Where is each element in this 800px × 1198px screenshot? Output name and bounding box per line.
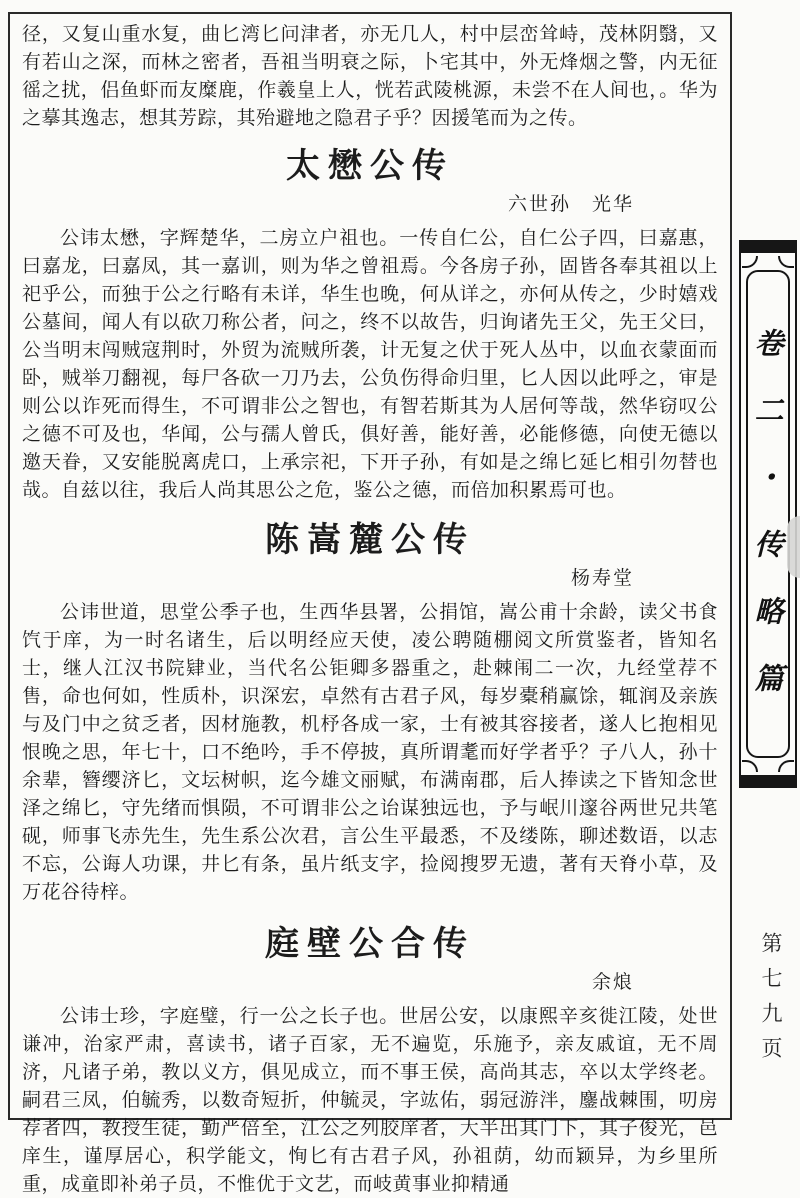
section-body-tingbigong: 公讳士珍，字庭璧，行一公之长子也。世居公安，以康熙辛亥徙江陵，处世谦冲，治家严肃，喜读书，诸子百家，无不遍览，乐施予，亲友戚谊，无不周济，凡诸子弟，教以义方，俱见成立，而不事王侯，高尚其志，卒以太学终老。嗣君三凤，伯毓秀，以数奇短折，仲毓灵，字竑佑，弱冠游泮，鏖战棘围，叨房荐者四，教授生徒，勤严倍至，江公之列胶庠者，大半出其门下，其子俊光，邑庠生，谨厚居心，积学能文，恂匕有古君子风，孙祖荫，幼而颖异，为乡里所重，成童即补弟子员，不惟优于文艺，而岐黄事业抑精通: [22, 1005, 718, 1195]
binding-mark-artifact: [787, 516, 800, 578]
section-author-taimaogong: 六世孙 光华: [507, 193, 634, 215]
corner-ornament-icon: [742, 760, 758, 772]
section-title-chensonglugong: 陈嵩麓公传: [265, 520, 475, 560]
section-title-tingbigong: 庭壁公合传: [265, 924, 475, 964]
cartouche-left-border: [739, 253, 741, 775]
section-author-chensonglugong: 杨寿堂: [570, 567, 634, 589]
cartouche-bottom-bar: [739, 775, 797, 788]
chapter-label: 卷二・传略篇: [750, 328, 785, 730]
cartouche-top-bar: [739, 240, 797, 253]
corner-ornament-icon: [742, 256, 758, 268]
chapter-cartouche: [739, 240, 797, 788]
continuation-paragraph: 径，又复山重水复，曲匕湾匕问津者，亦无几人，村中层峦耸峙，茂林阴翳，又有若山之深，而林之密者，吾祖当明衰之际，卜宅其中，外无烽烟之警，内无征徭之扰，侣鱼虾而友糜鹿，作羲皇上人，恍若武陵桃源，未尝不在人间也，。华为之摹其逸志，想其芳踪，其殆避地之隐君子乎？因援笔而为之传。: [22, 23, 718, 129]
section-body-chensonglugong: 公讳世道，思堂公季子也，生西华县署，公捐馆，嵩公甫十余龄，读父书食饩于庠，为一时名诸生，后以明经应天使，凌公聘随棚阅文所赏鉴者，皆知名士，继人江汉书院肄业，当代名公钜卿多器重之，赴棘闱二一次，九经堂荐不售，命也何如，性质朴，识深宏，卓然有古君子风，每岁橐稍赢馀，辄润及亲族与及门中之贫乏者，因材施教，机杼各成一家，士有被其容接者，遂人匕抱相见恨晚之思，年七十，口不绝吟，手不停披，真所谓耄而好学者乎？子八人，孙十余辈，簪缨济匕，文坛树帜，迄今雄文丽赋，布满南郡，后人捧读之下皆知念世泽之绵匕，守先绪而惧陨，不可谓非公之诒谋独远也，予与岷川邃谷两世兄共笔砚，师事飞赤先生，先生系公次君，言公生平最悉，不及缕陈，聊述数语，以志不忘，公诲人功课，井匕有条，虽片纸支字，捡阅搜罗无遗，著有天脊小草，及万花谷待梓。: [22, 601, 718, 903]
page-number: 第七九页: [759, 932, 783, 1072]
section-author-tingbigong: 余烺: [591, 971, 634, 993]
corner-ornament-icon: [778, 760, 794, 772]
section-title-taimaogong: 太懋公传: [286, 146, 454, 186]
cartouche-right-border: [795, 253, 797, 775]
corner-ornament-icon: [778, 256, 794, 268]
cartouche-inner-frame: [746, 270, 790, 758]
section-body-taimaogong: 公讳太懋，字辉楚华，二房立户祖也。一传自仁公，自仁公子四，曰嘉惠，曰嘉龙，曰嘉凤，其一嘉训，则为华之曾祖焉。今各房子孙，固皆各奉其祖以上祀乎公，而独于公之行略有未详，华生也晚，何从详之，亦何从传之，少时嬉戏公墓间，闻人有以砍刀称公者，问之，终不以故告，归询诸先王父，先王父曰，公当明末闯贼寇荆时，外贸为流贼所袭，计无复之伏于死人丛中，以血衣蒙面而卧，贼举刀翻视，每尸各砍一刀乃去，公负伤得命归里，匕人因以此呼之，审是则公以诈死而得生，不可谓非公之智也，有智若斯其为人居何等哉，然华窃叹公之德不可及也，华闻，公与孺人曾氏，俱好善，能好善，必能修德，向使无德以邀天眷，又安能脱离虎口，上承宗祀，下开子孙，有如是之绵匕延匕相引勿替也哉。自兹以往，我后人尚其思公之危，鉴公之德，而倍加积累焉可也。: [22, 227, 718, 501]
text-block-border: [8, 12, 732, 1195]
